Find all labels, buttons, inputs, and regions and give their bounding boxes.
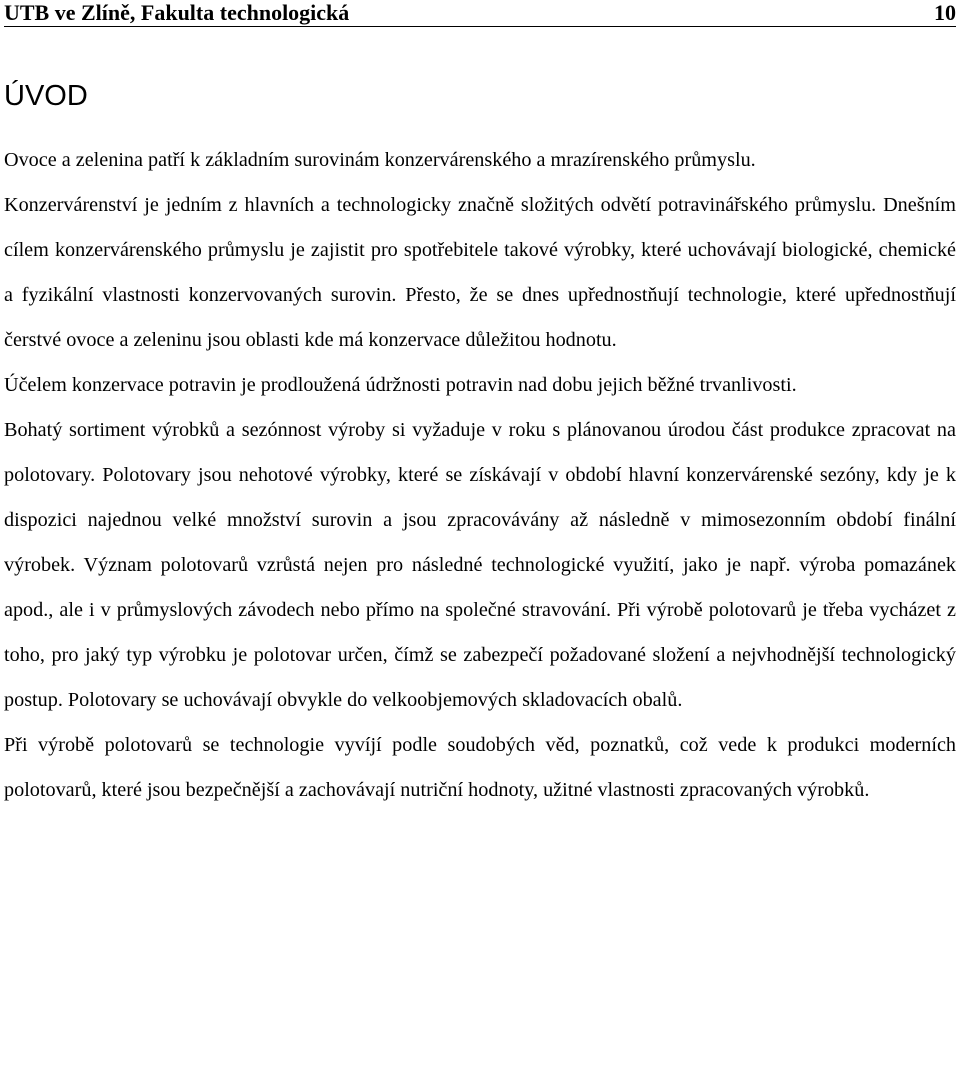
paragraph: Bohatý sortiment výrobků a sezónnost výroby si vyžaduje v roku s plánovanou úrodou část produkce zpracovat na polotovary. Polotovary jsou nehotové výrobky, které se získávají v období hlavní konzervárenské sezóny, kdy je k dispozici najednou velké množství surovin a jsou zpracovávány až následně v mimosezonním období finální výrobek. Význam polotovarů vzrůstá nejen pro následné technologické využití, jako je např. výroba pomazánek apod., ale i v průmyslových závodech nebo přímo na společné stravování. Při výrobě polotovarů je třeba vycházet z toho, pro jaký typ výrobku je polotovar určen, čímž se zabezpečí požadované složení a nejvhodnější technologický postup. Polotovary se uchovávají obvykle do velkoobjemových skladovacích obalů. [4, 419, 956, 711]
paragraph: Konzervárenství je jedním z hlavních a technologicky značně složitých odvětí potravinářského průmyslu. Dnešním cílem konzervárenského průmyslu je zajistit pro spotřebitele takové výrobky, které uchovávají biologické, chemické a fyzikální vlastnosti konzervovaných surovin. Přesto, že se dnes upřednostňují technologie, které upřednostňují čerstvé ovoce a zeleninu jsou oblasti kde má konzervace důležitou hodnotu. [4, 194, 956, 351]
section-heading: ÚVOD [4, 80, 88, 112]
header-title: UTB ve Zlíně, Fakulta technologická [4, 0, 350, 25]
page-header [4, 0, 956, 27]
paragraph: Účelem konzervace potravin je prodloužená údržnosti potravin nad dobu jejich běžné trvanlivosti. [4, 374, 797, 396]
body-text [4, 138, 956, 813]
paragraph: Ovoce a zelenina patří k základním surovinám konzervárenského a mrazírenského průmyslu. [4, 149, 756, 171]
page-number: 10 [934, 0, 956, 25]
paragraph: Při výrobě polotovarů se technologie vyvíjí podle soudobých věd, poznatků, což vede k produkci moderních polotovarů, které jsou bezpečnější a zachovávají nutriční hodnoty, užitné vlastnosti zpracovaných výrobků. [4, 734, 956, 801]
